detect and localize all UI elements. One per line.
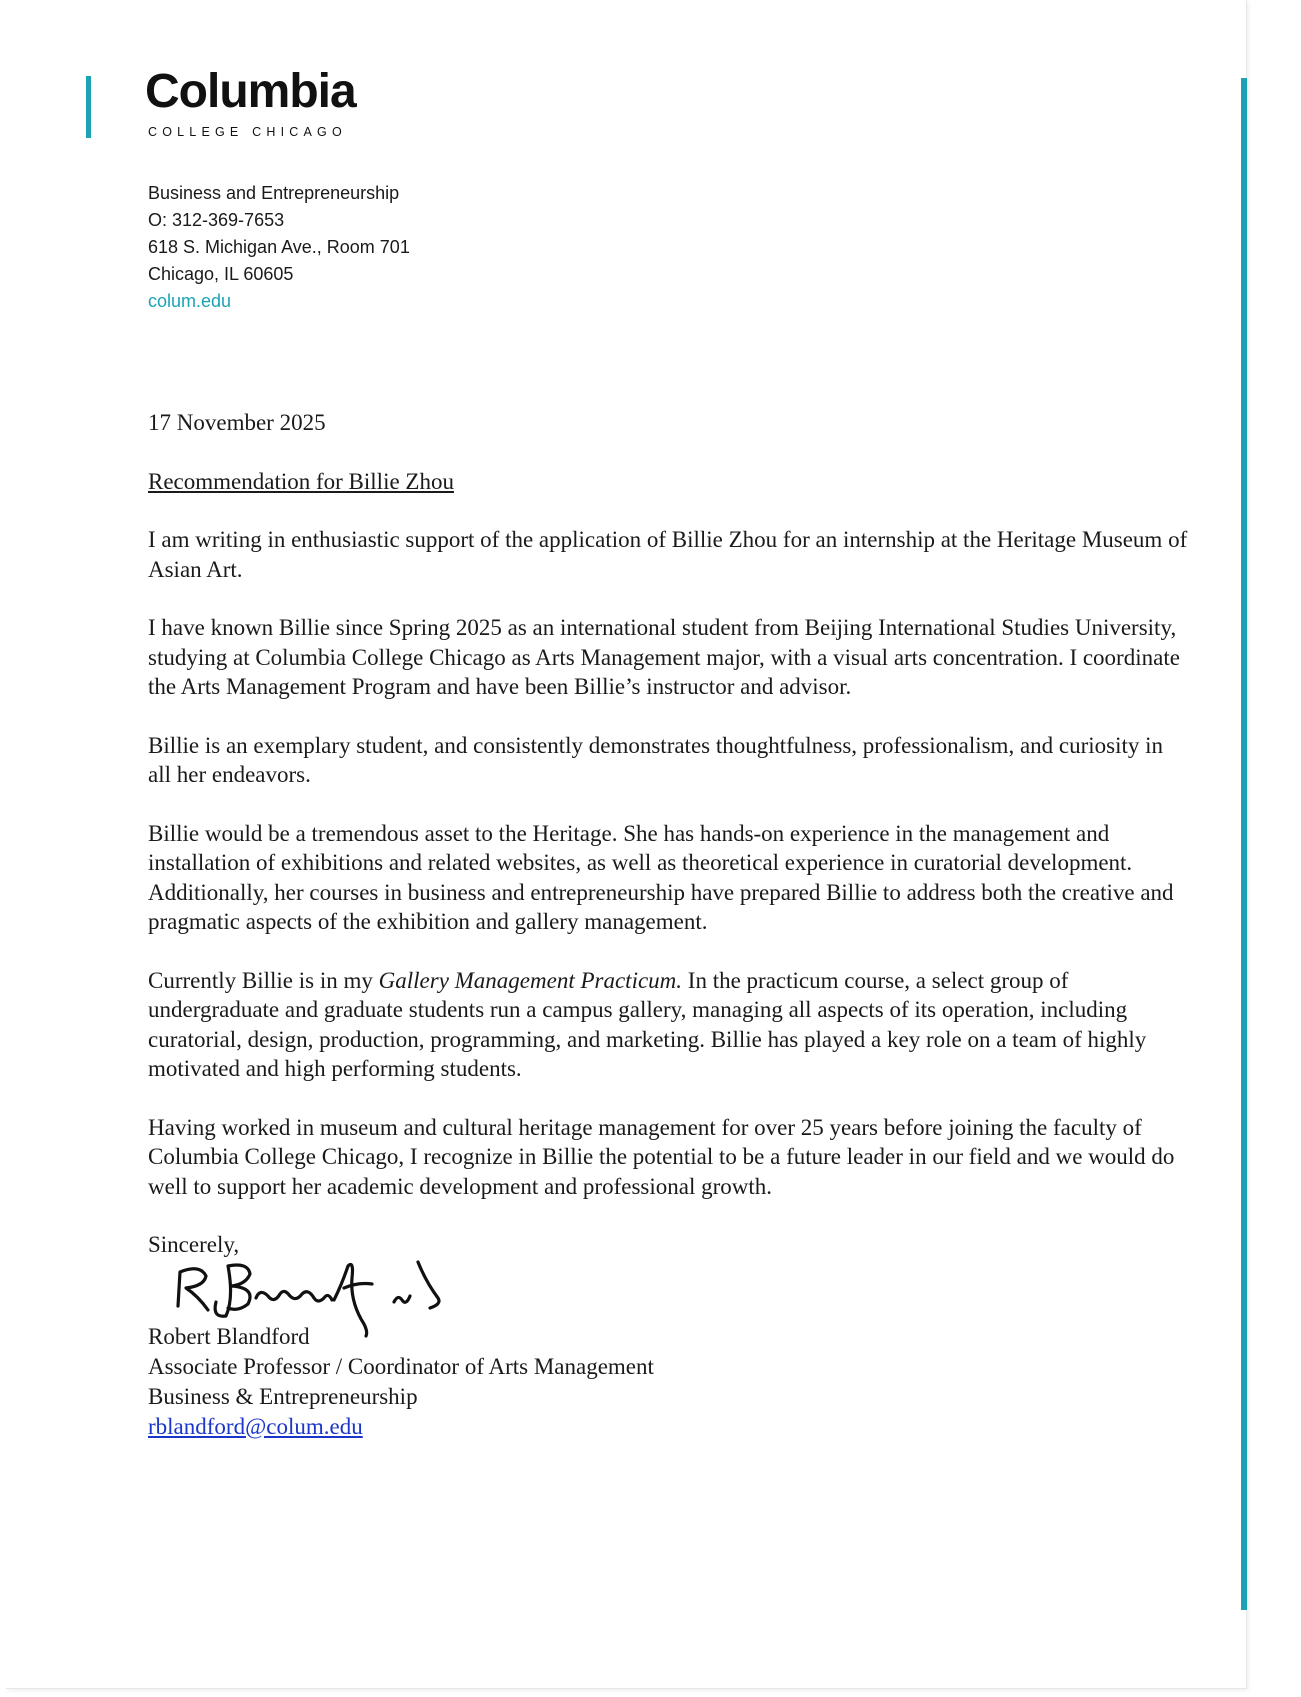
letter-paragraph-5-rest: In the practicum course, a select group of undergraduate and graduate students run a campus gallery, managing all aspects of its operation, including curatorial, design, production, programming, and marketing. Billie has played a key role on a team of highly motivated and high performing students. [148,967,1147,1081]
letter-paragraph-3: Billie is an exemplary student, and consistently demonstrates thoughtfulness, professionalism, and curiosity in all her endeavors. [148,732,1164,787]
letterhead-website-link[interactable]: colum.edu [148,291,232,311]
letter-paragraph-5-lead: Currently Billie is in my [148,967,379,993]
letter-paragraph-4: Billie would be a tremendous asset to the Heritage. She has hands-on experience in the management and installation of exhibitions and related websites, as well as theoretical experience in curatorial development. Additionally, her courses in business and entrepreneurship have prepared Billie to address both the creative and pragmatic aspects of the exhibition and gallery management. [148,820,1174,934]
letterhead-accent-bar [86,76,91,138]
letterhead-phone: O: 312-369-7653 [148,210,285,230]
college-logo-subtitle: COLLEGE CHICAGO [148,125,347,139]
letter-subject [148,467,1188,497]
signer-department: Business & Entrepreneurship [148,1383,418,1409]
signer-name: Robert Blandford [148,1323,310,1349]
letterhead-department: Business and Entrepreneurship [148,183,400,203]
signer-title: Associate Professor / Coordinator of Arts Management [148,1353,654,1379]
letter-paragraph-2: I have known Billie since Spring 2025 as an international student from Beijing International Studies University, studying at Columbia College Chicago as Arts Management major, with a visual arts concentration. I coordinate the Arts Management Program and have been Billie’s instructor and advisor. [148,615,1180,699]
course-title: Gallery Management Practicum. [378,967,683,993]
signer-email-link[interactable]: rblandford@colum.edu [148,1413,363,1439]
letter-paragraph-1: I am writing in enthusiastic support of the application of Billie Zhou for an internship at the Heritage Museum of Asian Art. [148,527,1188,582]
college-logo-wordmark: Columbia [145,65,356,118]
letter-paragraph-5 [148,966,1188,1084]
letter-subject-text: Recommendation for Billie Zhou [148,468,454,494]
letter-page [6,0,1247,1689]
letter-paragraph-6: Having worked in museum and cultural heritage management for over 25 years before joining the faculty of Columbia College Chicago, I recognize in Billie the potential to be a future leader in our field and we would do well to support her academic development and professional growth. [148,1114,1175,1199]
signature-icon [168,1258,468,1338]
letterhead-address-line1: 618 S. Michigan Ave., Room 701 [148,237,410,257]
letter-closing: Sincerely, [148,1232,240,1257]
letterhead-contact-block [148,180,410,315]
handwritten-signature [148,1260,508,1322]
letter-body [148,408,1188,1442]
signer-block [148,1322,1188,1442]
letter-date: 17 November 2025 [148,410,326,435]
letterhead-address-line2: Chicago, IL 60605 [148,264,294,284]
margin-accent-bar [1241,78,1247,1610]
